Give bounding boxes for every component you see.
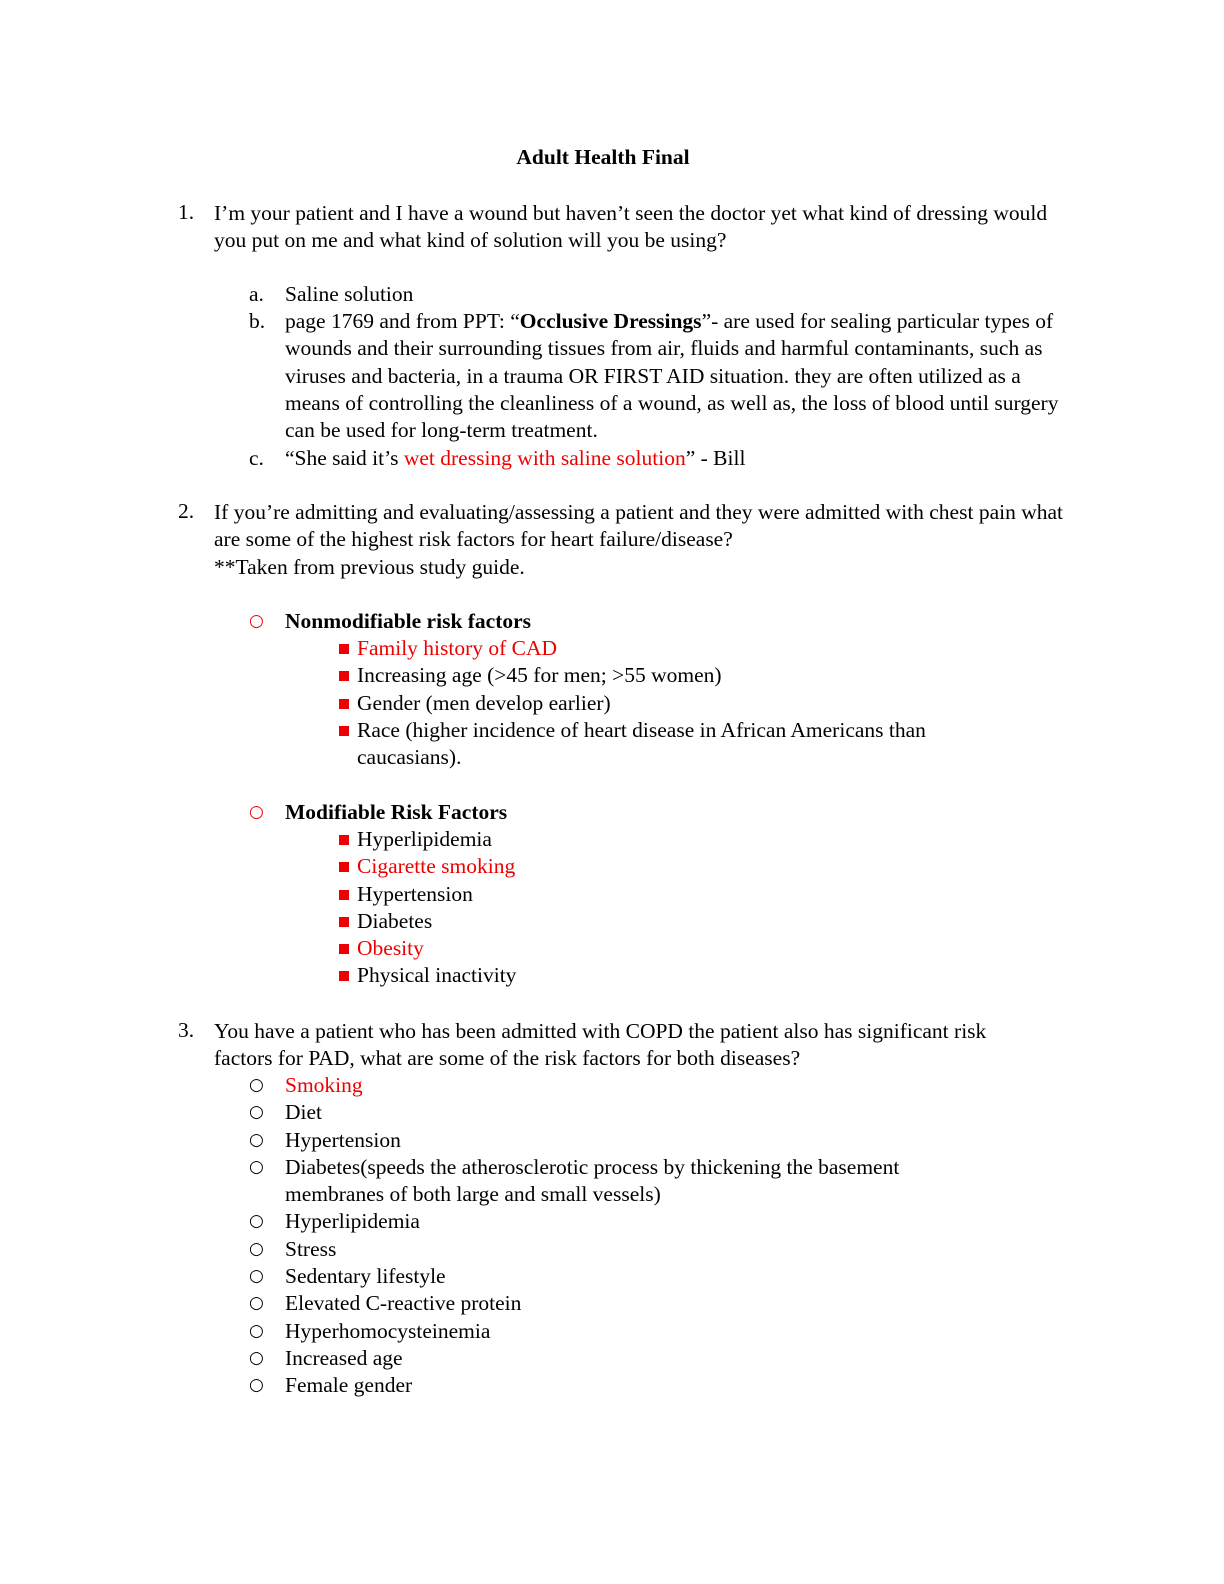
question-number: 1.	[178, 200, 195, 224]
list-item-text: Diabetes(speeds the atherosclerotic process by thickening the basement membranes of both large and small vessels)	[285, 1154, 900, 1207]
question-number: 3.	[178, 1018, 195, 1042]
list-item-text: Hyperlipidemia	[285, 1209, 420, 1234]
list-item	[249, 1372, 989, 1399]
list-item-text: Cigarette smoking	[357, 854, 516, 879]
list-item-text: Hyperlipidemia	[357, 827, 492, 851]
list-item	[249, 1072, 989, 1099]
question-text: If you’re admitting and evaluating/assessing a patient and they were admitted with chest pain what are some of the highest risk factors for heart failure/disease?	[214, 500, 1063, 552]
answer-a	[249, 281, 1069, 308]
list-item-text: Race (higher incidence of heart disease in African Americans than caucasians).	[357, 717, 926, 770]
nonmodifiable-heading-row	[249, 608, 1069, 635]
list-item	[249, 1236, 989, 1263]
risk-factor-list	[249, 1072, 989, 1400]
list-item	[249, 1099, 989, 1126]
list-item	[249, 1290, 989, 1317]
list-marker: a.	[249, 282, 264, 306]
list-item	[339, 662, 1019, 689]
answer-b	[249, 308, 1069, 444]
list-item-text: Diabetes	[357, 908, 433, 933]
list-item-text: Physical inactivity	[357, 963, 517, 988]
question-text: I’m your patient and I have a wound but haven’t seen the doctor yet what kind of dressing would you put on me and what kind of solution will you be using?	[214, 201, 1048, 253]
square-bullet-icon	[339, 971, 349, 981]
list-marker: b.	[249, 309, 266, 333]
list-item-text: Sedentary lifestyle	[285, 1264, 446, 1289]
modifiable-list	[339, 826, 1019, 990]
nonmodifiable-heading: Nonmodifiable risk factors	[285, 609, 532, 633]
list-item	[249, 1208, 989, 1235]
answer-text: “She said it’s wet dressing with saline solution” - Bill	[285, 446, 746, 470]
list-item-text: Hypertension	[357, 881, 473, 906]
list-item-text: Stress	[285, 1236, 337, 1261]
square-bullet-icon	[339, 835, 349, 845]
question-number: 2.	[178, 499, 195, 523]
list-item	[249, 1263, 989, 1290]
list-item	[249, 1154, 989, 1209]
square-bullet-icon	[339, 944, 349, 954]
circle-bullet-icon: ○	[249, 1293, 264, 1314]
bold-term: Occlusive Dressings	[519, 309, 702, 333]
list-marker: c.	[249, 446, 264, 470]
list-item	[339, 690, 1019, 717]
list-item	[249, 1345, 989, 1372]
list-item	[339, 935, 1019, 962]
list-item-text: Family history of CAD	[357, 636, 558, 660]
square-bullet-icon	[339, 699, 349, 709]
list-item-text: Increased age	[285, 1345, 403, 1370]
circle-bullet-icon: ○	[249, 1347, 264, 1368]
answer-text: page 1769 and from PPT: “Occlusive Dressings”- are used for sealing particular types of wounds and their surrounding tissues from air, fluids and harmful contaminants, such as viruses and bacteria, in a trauma OR FIRST AID situation. they are often utilized as a means of controlling the cleanliness of a wound, as well as, the loss of blood until surgery can be used for long-term treatment.	[285, 309, 1059, 443]
circle-bullet-icon: ○	[249, 1211, 264, 1232]
circle-bullet-icon: ○	[249, 802, 264, 822]
document-title: Adult Health Final	[516, 145, 690, 169]
question-1	[178, 200, 1078, 255]
circle-bullet-icon: ○	[249, 1156, 264, 1177]
list-item	[339, 908, 1019, 935]
question-text: You have a patient who has been admitted with COPD the patient also has significant risk factors for PAD, what are some of the risk factors for both diseases?	[214, 1019, 987, 1071]
circle-bullet-icon: ○	[249, 1266, 264, 1287]
list-item	[339, 826, 1019, 853]
list-item-text: Hyperhomocysteinemia	[285, 1318, 491, 1343]
circle-bullet-icon: ○	[249, 1102, 264, 1123]
question-2	[178, 499, 1078, 581]
list-item-text: Diet	[285, 1100, 323, 1125]
list-item	[339, 717, 1019, 772]
list-item-text: Elevated C-reactive protein	[285, 1291, 522, 1316]
circle-bullet-icon: ○	[249, 1238, 264, 1259]
list-item-text: Hypertension	[285, 1127, 401, 1152]
modifiable-heading: Modifiable Risk Factors	[285, 800, 508, 824]
circle-bullet-icon: ○	[249, 1075, 264, 1095]
nonmodifiable-list	[339, 635, 1019, 771]
question-note: **Taken from previous study guide.	[214, 554, 525, 579]
answer-text: Saline solution	[285, 282, 414, 306]
square-bullet-icon	[339, 644, 349, 654]
list-item-text: Female gender	[285, 1373, 413, 1398]
square-bullet-icon	[339, 862, 349, 872]
list-item	[339, 881, 1019, 908]
square-bullet-icon	[339, 671, 349, 681]
list-item	[339, 635, 1019, 662]
modifiable-heading-row	[249, 799, 1069, 826]
square-bullet-icon	[339, 726, 349, 736]
answer-c	[249, 445, 1069, 472]
square-bullet-icon	[339, 890, 349, 900]
circle-bullet-icon: ○	[249, 1320, 264, 1341]
question-3	[178, 1018, 1078, 1073]
square-bullet-icon	[339, 917, 349, 927]
list-item-text: Gender (men develop earlier)	[357, 690, 611, 715]
circle-bullet-icon: ○	[249, 1129, 264, 1150]
list-item	[339, 962, 1019, 989]
circle-bullet-icon: ○	[249, 611, 264, 631]
list-item	[249, 1127, 989, 1154]
highlighted-answer: wet dressing with saline solution	[403, 446, 686, 470]
circle-bullet-icon: ○	[249, 1375, 264, 1396]
list-item-text: Obesity	[357, 936, 424, 961]
list-item	[249, 1318, 989, 1345]
list-item-text: Increasing age (>45 for men; >55 women)	[357, 663, 722, 688]
list-item-text: Smoking	[285, 1073, 363, 1097]
list-item	[339, 853, 1019, 880]
